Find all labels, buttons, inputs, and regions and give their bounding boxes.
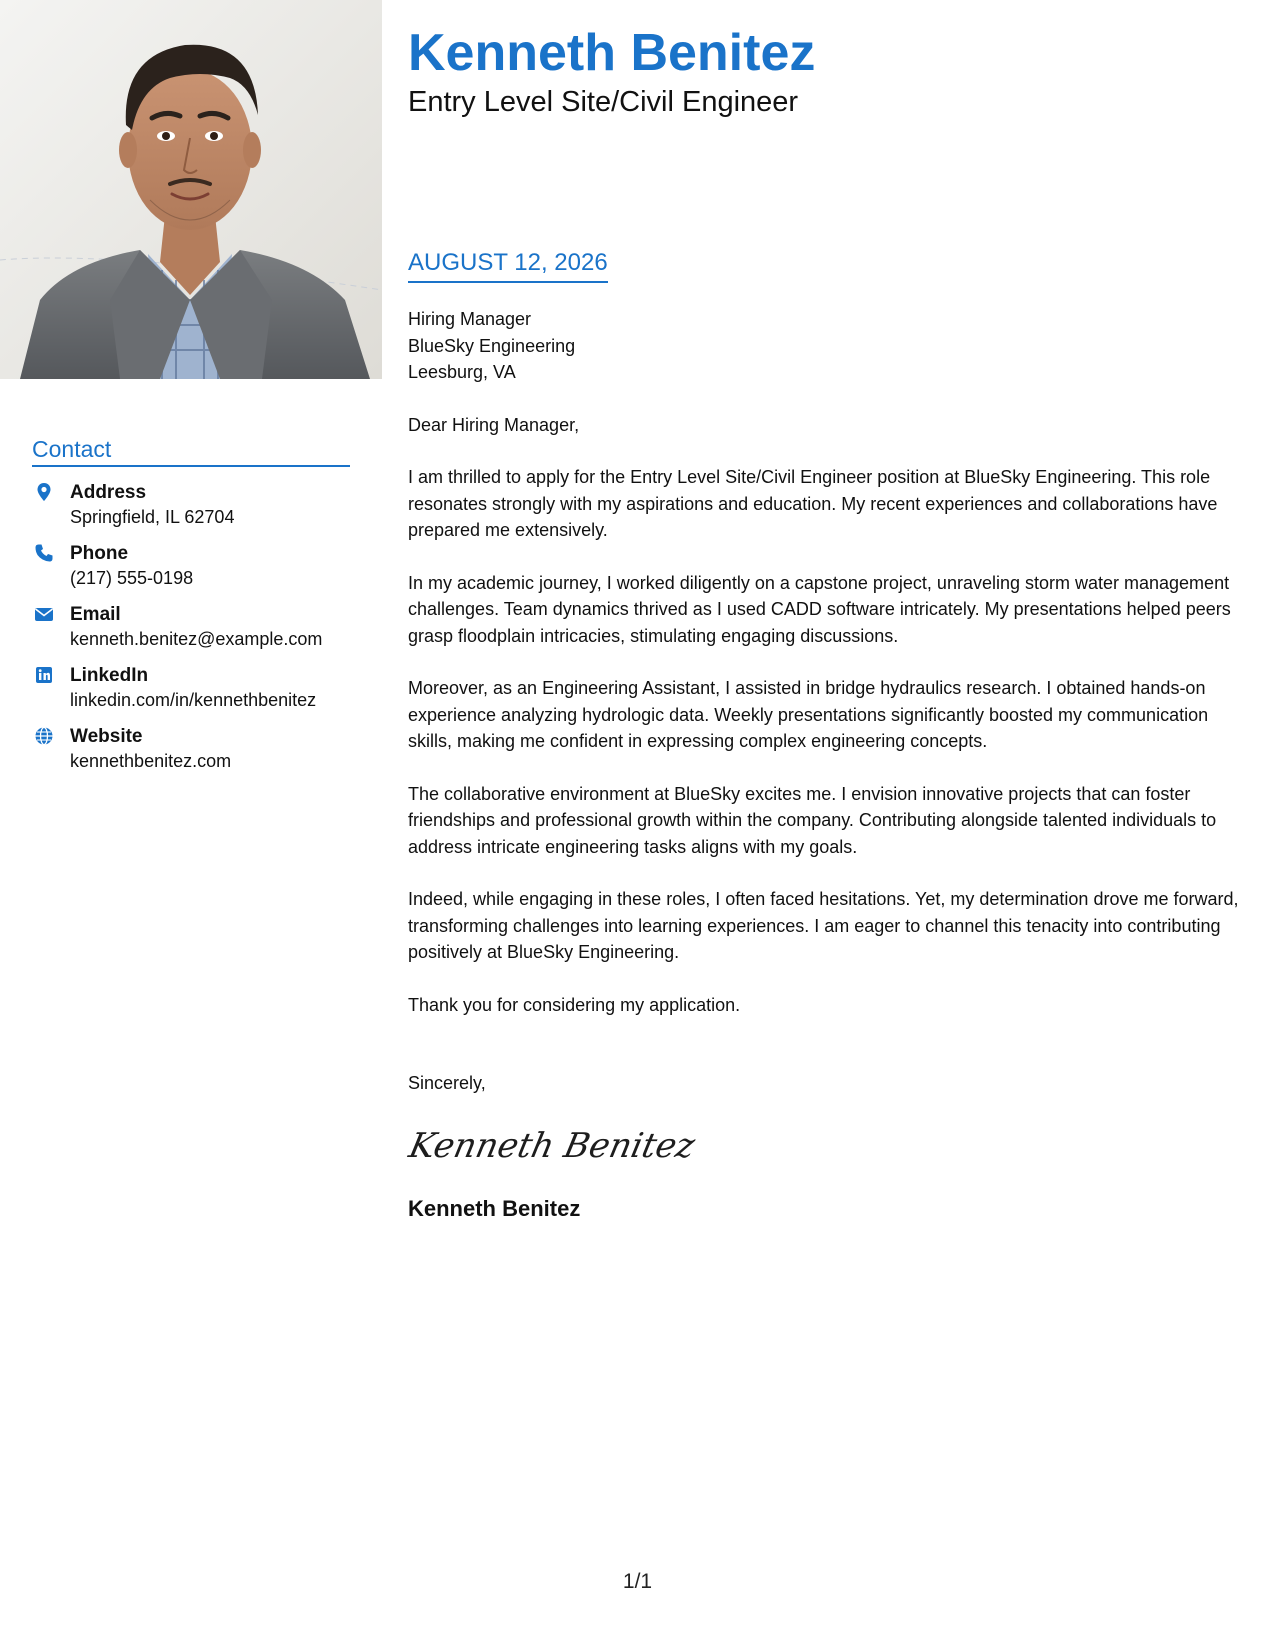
contact-section [32, 436, 350, 786]
website-value[interactable]: kennethbenitez.com [70, 751, 232, 771]
body-paragraph: The collaborative environment at BlueSky excites me. I envision innovative projects that can foster friendships and professional growth within the company. Contributing alongside talented individuals to address intricate engineering tasks aligns with my goals. [408, 783, 1217, 857]
salutation: Dear Hiring Manager, [408, 414, 580, 435]
letter-date: AUGUST 12, 2026 [408, 248, 608, 283]
body-paragraph: Indeed, while engaging in these roles, I often faced hesitations. Yet, my determination drove me forward, transforming challenges into learning experiences. I am eager to channel this tenacity into contributing positively at BlueSky Engineering. [408, 889, 1239, 962]
contact-label: Email [70, 604, 121, 625]
body-paragraph: In my academic journey, I worked diligently on a capstone project, unraveling storm water management challenges. Team dynamics thrived as I used CADD software intricately. My presentations helped peers grasp floodplain intricacies, stimulating engaging discussions. [408, 572, 1231, 646]
recipient-line: Leesburg, VA [408, 362, 516, 382]
contact-label: Phone [70, 543, 129, 564]
signature-text: Kenneth Benitez [405, 1125, 699, 1166]
body-paragraph: I am thrilled to apply for the Entry Level Site/Civil Engineer position at BlueSky Engineering. This role resonates strongly with my aspirations and education. My recent experiences and collaborations have prepared me extensively. [408, 467, 1218, 540]
closing: Sincerely, [408, 1073, 486, 1093]
job-title: Entry Level Site/Civil Engineer [408, 86, 799, 118]
address-value: Springfield, IL 62704 [70, 507, 235, 527]
map-pin-icon [34, 482, 54, 502]
phone-value: (217) 555-0198 [70, 568, 194, 588]
handwritten-signature [405, 1107, 699, 1181]
page-number: 1/1 [622, 1570, 653, 1593]
recipient-line: BlueSky Engineering [408, 335, 576, 356]
profile-photo [0, 0, 382, 379]
applicant-name: Kenneth Benitez [408, 24, 816, 82]
envelope-icon [34, 604, 54, 624]
linkedin-value[interactable]: linkedin.com/in/kennethbenitez [70, 690, 317, 710]
email-value[interactable]: kenneth.benitez@example.com [70, 629, 323, 649]
globe-icon [34, 726, 54, 746]
contact-address [32, 481, 350, 529]
contact-heading: Contact [32, 436, 350, 467]
contact-label: Website [70, 726, 143, 747]
body-paragraph: Moreover, as an Engineering Assistant, I assisted in bridge hydraulics research. I obtained hands-on experience analyzing hydrologic data. Weekly presentations significantly boosted my communication skills, making me confident in expressing complex engineering concepts. [408, 678, 1209, 751]
phone-icon [34, 543, 54, 563]
linkedin-icon [34, 665, 54, 685]
contact-label: Address [70, 482, 147, 503]
letter-body [405, 306, 1253, 1223]
recipient-line: Hiring Manager [408, 309, 532, 329]
portrait-illustration [0, 0, 382, 379]
recipient-block [408, 306, 1253, 386]
signer-name: Kenneth Benitez [408, 1195, 581, 1221]
contact-label: LinkedIn [70, 665, 149, 686]
contact-email [32, 603, 350, 651]
contact-linkedin [32, 664, 350, 712]
contact-phone [32, 542, 350, 590]
body-paragraph: Thank you for considering my application. [408, 994, 741, 1015]
contact-website [32, 725, 350, 773]
